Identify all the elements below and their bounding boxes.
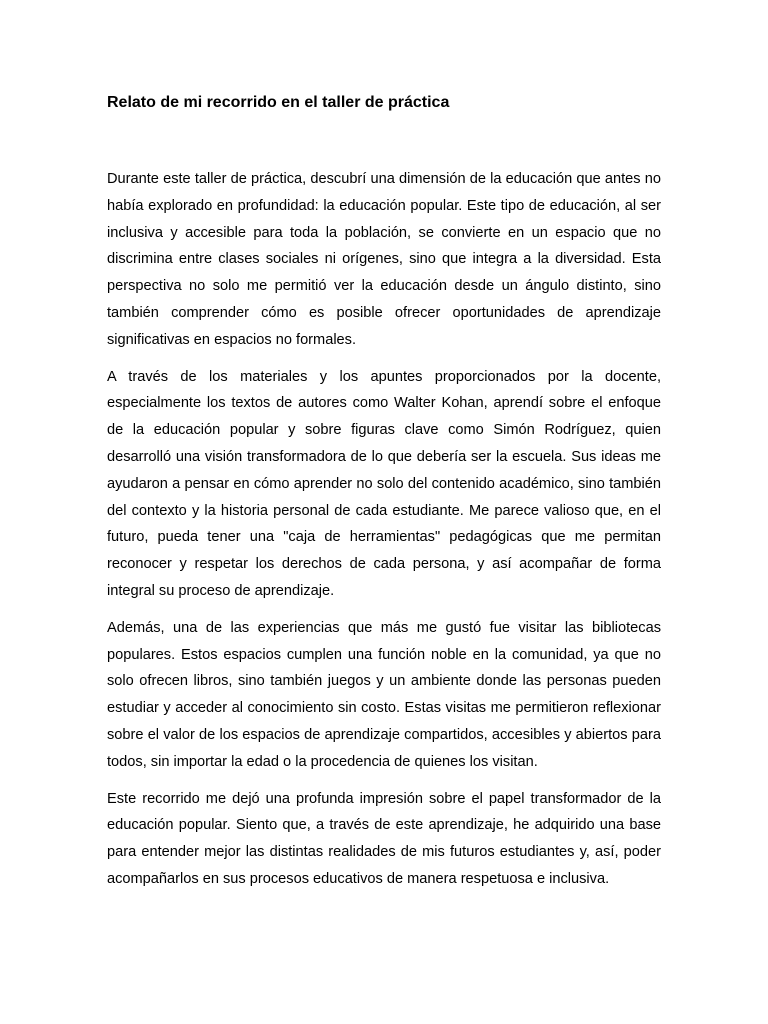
document-body bbox=[107, 166, 661, 903]
paragraph-1: Durante este taller de práctica, descubrí una dimensión de la educación que antes no había explorado en profundidad: la educación popular. Este tipo de educación, al ser inclusiva y accesible para toda la población, se convierte en un espacio que no discrimina entre clases sociales ni orígenes, sino que integra a la diversidad. Esta perspectiva no solo me permitió ver la educación desde un ángulo distinto, sino también comprender cómo es posible ofrecer oportunidades de aprendizaje significativas en espacios no formales. bbox=[107, 171, 661, 348]
paragraph-3: Además, una de las experiencias que más me gustó fue visitar las bibliotecas populares. Estos espacios cumplen una función noble en la comunidad, ya que no solo ofrecen libros, sino también juegos y un ambiente donde las personas pueden estudiar y acceder al conocimiento sin costo. Estas visitas me permitieron reflexionar sobre el valor de los espacios de aprendizaje compartidos, accesibles y abiertos para todos, sin importar la edad o la procedencia de quienes los visitan. bbox=[107, 619, 661, 770]
document-title: Relato de mi recorrido en el taller de práctica bbox=[107, 94, 450, 111]
paragraph-2: A través de los materiales y los apuntes proporcionados por la docente, especialmente los textos de autores como Walter Kohan, aprendí sobre el enfoque de la educación popular y sobre figuras clave como Simón Rodríguez, quien desarrolló una visión transformadora de lo que debería ser la escuela. Sus ideas me ayudaron a pensar en cómo aprender no solo del contenido académico, sino también del contexto y la historia personal de cada estudiante. Me parece valioso que, en el futuro, pueda tener una "caja de herramientas" pedagógicas que me permitan reconocer y respetar los derechos de cada persona, y así acompañar de forma integral su proceso de aprendizaje. bbox=[107, 368, 661, 599]
paragraph-4: Este recorrido me dejó una profunda impresión sobre el papel transformador de la educación popular. Siento que, a través de este aprendizaje, he adquirido una base para entender mejor las distintas realidades de mis futuros estudiantes y, así, poder acompañarlos en sus procesos educativos de manera respetuosa e inclusiva. bbox=[107, 790, 661, 887]
